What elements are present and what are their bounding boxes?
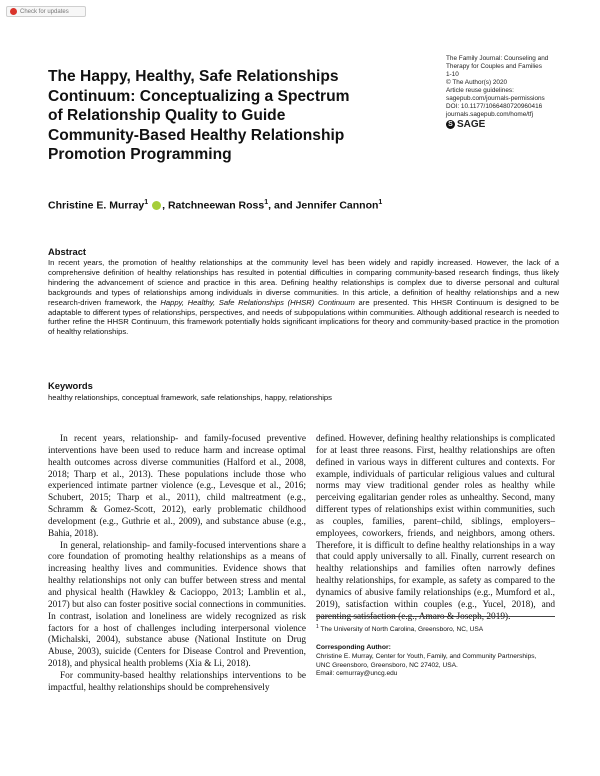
corresponding-line: UNC Greensboro, Greensboro, NC 27402, USA. — [316, 661, 458, 669]
body-paragraph: defined. However, defining healthy relationships is complicated for at least three reasons. First, healthy relationships are often defined in various ways in different cultures and contexts. For example, individuals of particular religious values and cultural norms may view traditional gender roles as healthy while perceiving egalitarian gender roles as unhealthy. Second, many different types of relationships exist within communities, such as couples, families, parent–child, siblings, employers–employees, coworkers, friends, and neighbors, among others. Therefore, it is difficult to define healthy relationships in a way that could apply universally to all. Finally, current research on healthy relationships and families often narrowly defines healthy relationships, for example, as safety as compared to the dynamics of abusive family relationships (e.g., Mumford et al., 2019), satisfaction within couples (e.g., Yucel, 2018), and parenting satisfaction (e.g., Amaro & Joseph, 2019). — [316, 434, 555, 622]
author-name: Jennifer Cannon — [295, 199, 379, 212]
author-list — [48, 199, 568, 212]
journal-meta-doi[interactable]: DOI: 10.1177/1066480720960416 — [446, 103, 543, 110]
footnote-text: The University of North Carolina, Greensboro, NC, USA — [318, 626, 484, 634]
keywords-list: healthy relationships, conceptual framework, safe relationships, happy, relationships — [48, 393, 332, 402]
affiliation-marker: 1 — [264, 199, 269, 206]
affiliation-footnote — [316, 623, 576, 635]
author-name: Ratchneewan Ross — [167, 199, 265, 212]
article-title — [48, 67, 408, 165]
journal-meta — [446, 55, 596, 129]
journal-meta-line: © The Author(s) 2020 — [446, 79, 508, 86]
body-paragraph: For community-based healthy relationships interventions to be impactful, healthy relationships should be comprehensively — [48, 670, 306, 693]
author-separator: , — [162, 199, 168, 212]
journal-meta-line: Article reuse guidelines: — [446, 87, 514, 94]
journal-meta-line: Therapy for Couples and Families — [446, 63, 542, 70]
author-separator: , and — [268, 199, 296, 212]
sage-logo — [446, 120, 596, 129]
corresponding-line: Christine E. Murray, Center for Youth, Family, and Community Partnerships, — [316, 653, 537, 660]
title-line: Continuum: Conceptualizing a Spectrum — [48, 87, 350, 105]
title-line: Promotion Programming — [48, 146, 232, 163]
check-for-updates-badge[interactable] — [6, 6, 86, 17]
footnote-marker: 1 — [316, 624, 319, 630]
footnote-divider — [316, 616, 555, 617]
check-for-updates-icon — [10, 8, 17, 15]
orcid-icon[interactable] — [152, 201, 161, 210]
abstract-heading: Abstract — [48, 246, 87, 257]
journal-meta-line: 1-10 — [446, 71, 459, 78]
title-line: The Happy, Healthy, Safe Relationships — [48, 68, 339, 85]
corresponding-author-heading: Corresponding Author: — [316, 644, 391, 651]
corresponding-email[interactable]: Email: cemurray@uncg.edu — [316, 670, 398, 678]
body-paragraph: In recent years, relationship- and family-focused preventive interventions have been used to reduce harm and increase optimal health outcomes across diverse communities (Halford et al., 2008, 2018; Tharp et al., 2013). These populations include those who experienced intimate partner violence (e.g., Levesque et al., 2016; Schubert, 2015; Tharp et al., 2011), child maltreatment (e.g., Schramm & Gomez-Scott, 2012), early problematic childhood development (e.g., Guthrie et al., 2009), and substance abuse (e.g., Bahia, 2018). — [48, 434, 306, 539]
body-column-left — [48, 434, 306, 695]
keywords-heading: Keywords — [48, 380, 93, 391]
abstract-text-part: In recent years, the promotion of healthy relationships at the community level has been widely and rapidly increased. However, the lack of a comprehensive definition of healthy relationships has resulted in potential difficulties in comparing community-based research findings, thus likely hindering the advancement of science and practice in this area. Defining healthy relationships is complex due to diverse personal and cultural backgrounds and types of relationships among individuals in diverse communities. In this article, a definition of healthy relationships and a new research-driven framework, the — [48, 258, 559, 307]
title-line: of Relationship Quality to Guide — [48, 107, 286, 124]
framework-name: Happy, Healthy, Safe Relationships (HHSR) Continuum — [160, 297, 355, 307]
affiliation-marker: 1 — [144, 199, 149, 206]
journal-meta-link[interactable]: journals.sagepub.com/home/tfj — [446, 111, 534, 118]
sage-logo-icon: S — [446, 120, 455, 129]
abstract-text-part: are presented. This HHSR Continuum is designed to be adaptable to different types of relationships, perspectives, and needs of subpopulations within communities. Although additional research is needed to further refine the HHSR Continuum, this framework potentially holds significant implications for theory and community-based practice in the promotion of healthy relationships. — [48, 297, 560, 337]
journal-meta-link[interactable]: sagepub.com/journals-permissions — [446, 95, 545, 102]
check-for-updates-label: Check for updates — [20, 8, 69, 15]
abstract-text — [48, 258, 559, 337]
body-paragraph: In general, relationship- and family-focused interventions share a core foundation of promoting healthy relationships as a means of increasing healthy lives and communities. Evidence shows that healthy relationships not only can buffer between stress and mental and physical health (Hawkley & Cacioppo, 2013; Lamblin et al., 2017) but also can foster positive social connections in communities. In contrast, isolation and loneliness are widely recognized as risk factors for a host of challenges including interpersonal violence (Michalski, 2004), substance abuse (National Institute on Drug Abuse, 2003), suicide (Centers for Disease Control and Prevention, 2018), and physical health problems (Xia & Li, 2018). — [48, 540, 306, 670]
affiliation-marker: 1 — [378, 199, 383, 206]
corresponding-author-details — [316, 653, 586, 679]
title-line: Community-Based Healthy Relationship — [48, 126, 345, 144]
body-column-right — [316, 434, 555, 624]
sage-logo-text: SAGE — [457, 118, 486, 130]
author-name: Christine E. Murray — [48, 199, 145, 212]
journal-meta-line: The Family Journal: Counseling and — [446, 55, 549, 62]
